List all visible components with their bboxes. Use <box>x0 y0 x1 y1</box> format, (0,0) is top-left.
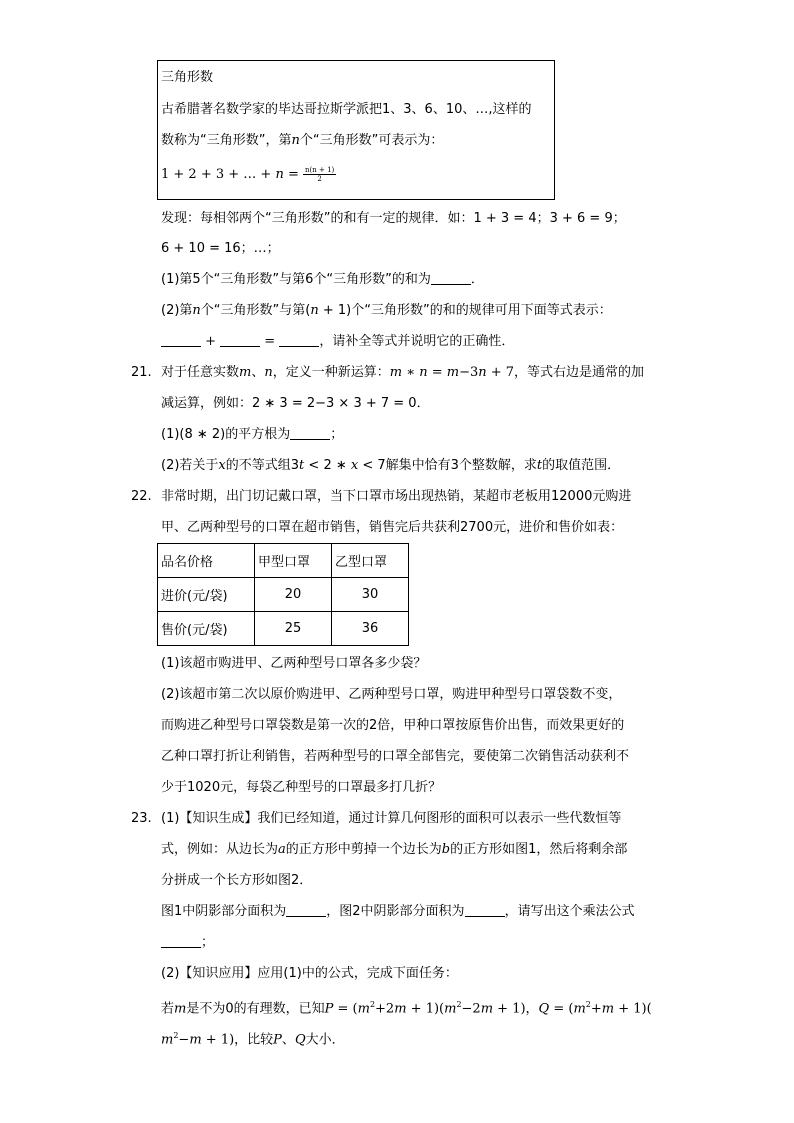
answer-blank <box>161 934 201 948</box>
table-header-cell: 品名价格 <box>158 544 255 578</box>
q23-line8: $m^2-m + 1$)，比较P、Q大小． <box>161 1031 345 1048</box>
formula-fraction: $\frac{n(n + 1)}{2}$ <box>305 166 335 183</box>
q21-line2: 减运算，例如：2 ∗ 3 = 2−3 × 3 + 7 = 0． <box>161 396 430 411</box>
table-header-cell: 甲型口罩 <box>255 544 332 578</box>
q23-line1: (1)【知识生成】我们已经知道，通过计算几何图形的面积可以表示一些代数恒等 <box>161 811 622 826</box>
q22-number: 22. <box>131 489 152 504</box>
table-cell: 36 <box>332 612 409 646</box>
table-cell: 25 <box>255 612 332 646</box>
q21-part2: (2)若关于x的不等式组3t < 2 ∗ x < 7解集中恰有3个整数解，求t的取值范围． <box>161 458 621 473</box>
box-line2: 数称为“三角形数”，第n个“三角形数”可表示为： <box>161 133 444 148</box>
table-header-row <box>158 544 409 578</box>
q23-line4: 图1中阴影部分面积为 ，图2中阴影部分面积为 ，请写出这个乘法公式 <box>161 904 635 919</box>
q20-part2-equation: + = ，请补全等式并说明它的正确性． <box>161 333 514 351</box>
box-formula: 1 + 2 + 3 + … + n = $\frac{n(n + 1)}{2}$ <box>161 166 335 183</box>
q23-line6: (2)【知识应用】应用(1)中的公式，完成下面任务： <box>161 966 458 981</box>
q22-part2-line1: (2)该超市第二次以原价购进甲、乙两种型号口罩，购进甲种型号口罩袋数不变， <box>161 687 622 702</box>
q23-line2: 式，例如：从边长为a的正方形中剪掉一个边长为b的正方形如图1，然后将剩余部 <box>161 842 628 857</box>
q21-part1: (1)(8 ∗ 2)的平方根为 ； <box>161 427 344 442</box>
table-row <box>158 612 409 646</box>
q20-discover-line1: 发现：每相邻两个“三角形数”的和有一定的规律．如：1 + 3 = 4；3 + 6 = 9； <box>161 211 626 226</box>
table-row <box>158 578 409 612</box>
answer-blank <box>290 426 330 440</box>
box-title: 三角形数 <box>161 70 214 85</box>
q20-part1: (1)第5个“三角形数”与第6个“三角形数”的和为 ． <box>161 272 484 287</box>
q21-number: 21. <box>131 365 152 380</box>
table-cell: 进价(元/袋) <box>158 578 255 612</box>
q20-part2: (2)第n个“三角形数”与第(n + 1)个“三角形数”的和的规律可用下面等式表示： <box>161 303 612 318</box>
q22-line1: 非常时期，出门切记戴口罩，当下口罩市场出现热销，某超市老板用12000元购进 <box>161 489 632 504</box>
answer-blank <box>465 903 505 917</box>
box-line1: 古希腊著名数学家的毕达哥拉斯学派把1、3、6、10、…,这样的 <box>161 102 532 117</box>
q23-number: 23. <box>131 811 152 826</box>
q22-part1: (1)该超市购进甲、乙两种型号口罩各多少袋？ <box>161 656 427 671</box>
q20-discover-line2: 6 + 10 = 16；…； <box>161 241 280 256</box>
answer-blank <box>279 333 319 347</box>
q22-line2: 甲、乙两种型号的口罩在超市销售，销售完后共获利2700元，进价和售价如表： <box>161 520 624 535</box>
answer-blank <box>286 903 326 917</box>
table-cell: 售价(元/袋) <box>158 612 255 646</box>
answer-blank <box>161 333 201 347</box>
q22-part2-line3: 乙种口罩打折让利销售，若两种型号的口罩全部售完，要使第二次销售活动获利不 <box>161 749 630 764</box>
q23-line5: ； <box>161 934 214 952</box>
answer-blank <box>220 333 260 347</box>
q23-line7: 若m是不为0的有理数，已知$P = (m^2+2m + 1)(m^2-2m + 1)$，$Q = (m^2+m + 1)$( <box>161 1000 652 1017</box>
table-cell: 20 <box>255 578 332 612</box>
table-cell: 30 <box>332 578 409 612</box>
q22-part2-line4: 少于1020元，每袋乙种型号的口罩最多打几折？ <box>161 780 442 795</box>
q22-part2-line2: 而购进乙种型号口罩袋数是第一次的2倍，甲种口罩按原售价出售，而效果更好的 <box>161 718 625 733</box>
price-table <box>157 543 409 646</box>
q23-line3: 分拼成一个长方形如图2． <box>161 873 313 888</box>
table-header-cell: 乙型口罩 <box>332 544 409 578</box>
q21-line1: 对于任意实数m、n，定义一种新运算：m ∗ n = m−3n + 7，等式右边是通常的加 <box>161 365 645 380</box>
answer-blank <box>431 271 471 285</box>
